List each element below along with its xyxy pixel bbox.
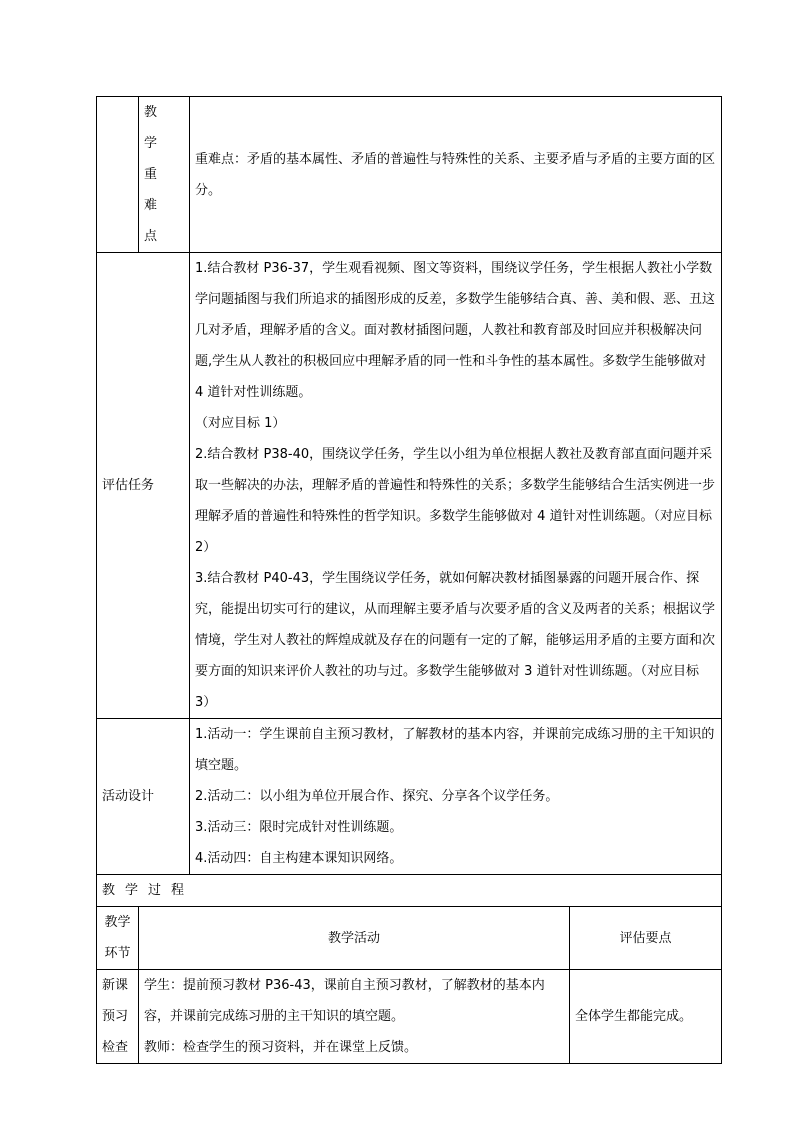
key-points-label — [139, 97, 190, 253]
assessment-paragraph: （对应目标 1） — [195, 416, 286, 431]
activity-row — [97, 719, 722, 875]
process-title-char: 学 — [125, 883, 149, 898]
process-activity-line: 学生：提前预习教材 P36-43，课前自主预习教材，了解教材的基本内容，并课前完成练习册的主干知识的填空题。 — [144, 978, 545, 1024]
assessment-content — [190, 253, 722, 719]
assessment-row — [97, 253, 722, 719]
key-points-row — [97, 97, 722, 253]
activity-item: 2.活动二：以小组为单位开展合作、探究、分享各个议学任务。 — [195, 789, 559, 804]
key-points-text: 重难点：矛盾的基本属性、矛盾的普遍性与特殊性的关系、主要矛盾与矛盾的主要方面的区分。 — [190, 97, 722, 253]
key-points-label-line: 点 — [144, 229, 166, 244]
activity-content — [190, 719, 722, 875]
activity-label: 活动设计 — [97, 719, 190, 875]
assessment-paragraph: 2.结合教材 P38-40，围绕议学任务，学生以小组为单位根据人教社及教育部直面问题并采取一些解决的办法，理解矛盾的普遍性和特殊性的关系；多数学生能够结合生活实例进一步理解矛盾的普遍性和特殊性的哲学知识。多数学生能够做对 4 道针对性训练题。（对应目标 2） — [195, 447, 716, 555]
key-points-blank-cell — [97, 97, 139, 253]
process-activity-line: 教师：检查学生的预习资料，并在课堂上反馈。 — [144, 1040, 418, 1055]
header-activity: 教学活动 — [139, 907, 570, 970]
process-title-row — [97, 875, 722, 907]
key-points-label-line: 教 学 — [144, 105, 166, 151]
process-stage: 新课预习检查 — [97, 970, 139, 1064]
process-row — [97, 970, 722, 1064]
process-title-char: 过 — [148, 883, 172, 898]
process-title-char: 程 — [171, 883, 195, 898]
lesson-plan-table — [96, 96, 722, 1064]
process-title — [97, 875, 722, 907]
activity-item: 1.活动一：学生课前自主预习教材，了解教材的基本内容，并课前完成练习册的主干知识的填空题。 — [195, 727, 715, 773]
activity-item: 3.活动三：限时完成针对性训练题。 — [195, 820, 403, 835]
assessment-paragraph: 1.结合教材 P36-37，学生观看视频、图文等资料，围绕议学任务，学生根据人教社小学数学问题插图与我们所追求的插图形成的反差，多数学生能够结合真、善、美和假、恶、丑这几对矛盾，理解矛盾的含义。面对教材插图问题，人教社和教育部及时回应并积极解决问题,学生从人教社的积极回应中理解矛盾的同一性和斗争性的基本属性。多数学生能够做对 4 道针对性训练题。 — [195, 261, 716, 400]
assessment-paragraph: 3.结合教材 P40-43，学生围绕议学任务，就如何解决教材插图暴露的问题开展合作、探究，能提出切实可行的建议，从而理解主要矛盾与次要矛盾的含义及两者的关系；根据议学情境，学生对人教社的辉煌成就及存在的问题有一定的了解，能够运用矛盾的主要方面和次要方面的知识来评价人教社的功与过。多数学生能够做对 3 道针对性训练题。（对应目标 3） — [195, 571, 716, 710]
process-header-row — [97, 907, 722, 970]
activity-item: 4.活动四：自主构建本课知识网络。 — [195, 851, 403, 866]
assessment-label: 评估任务 — [97, 253, 190, 719]
key-points-label-line: 重 难 — [144, 167, 166, 213]
header-stage: 教学环节 — [97, 907, 139, 970]
header-evaluation: 评估要点 — [570, 907, 722, 970]
process-evaluation: 全体学生都能完成。 — [570, 970, 722, 1064]
process-activities — [139, 970, 570, 1064]
process-title-char: 教 — [102, 883, 126, 898]
